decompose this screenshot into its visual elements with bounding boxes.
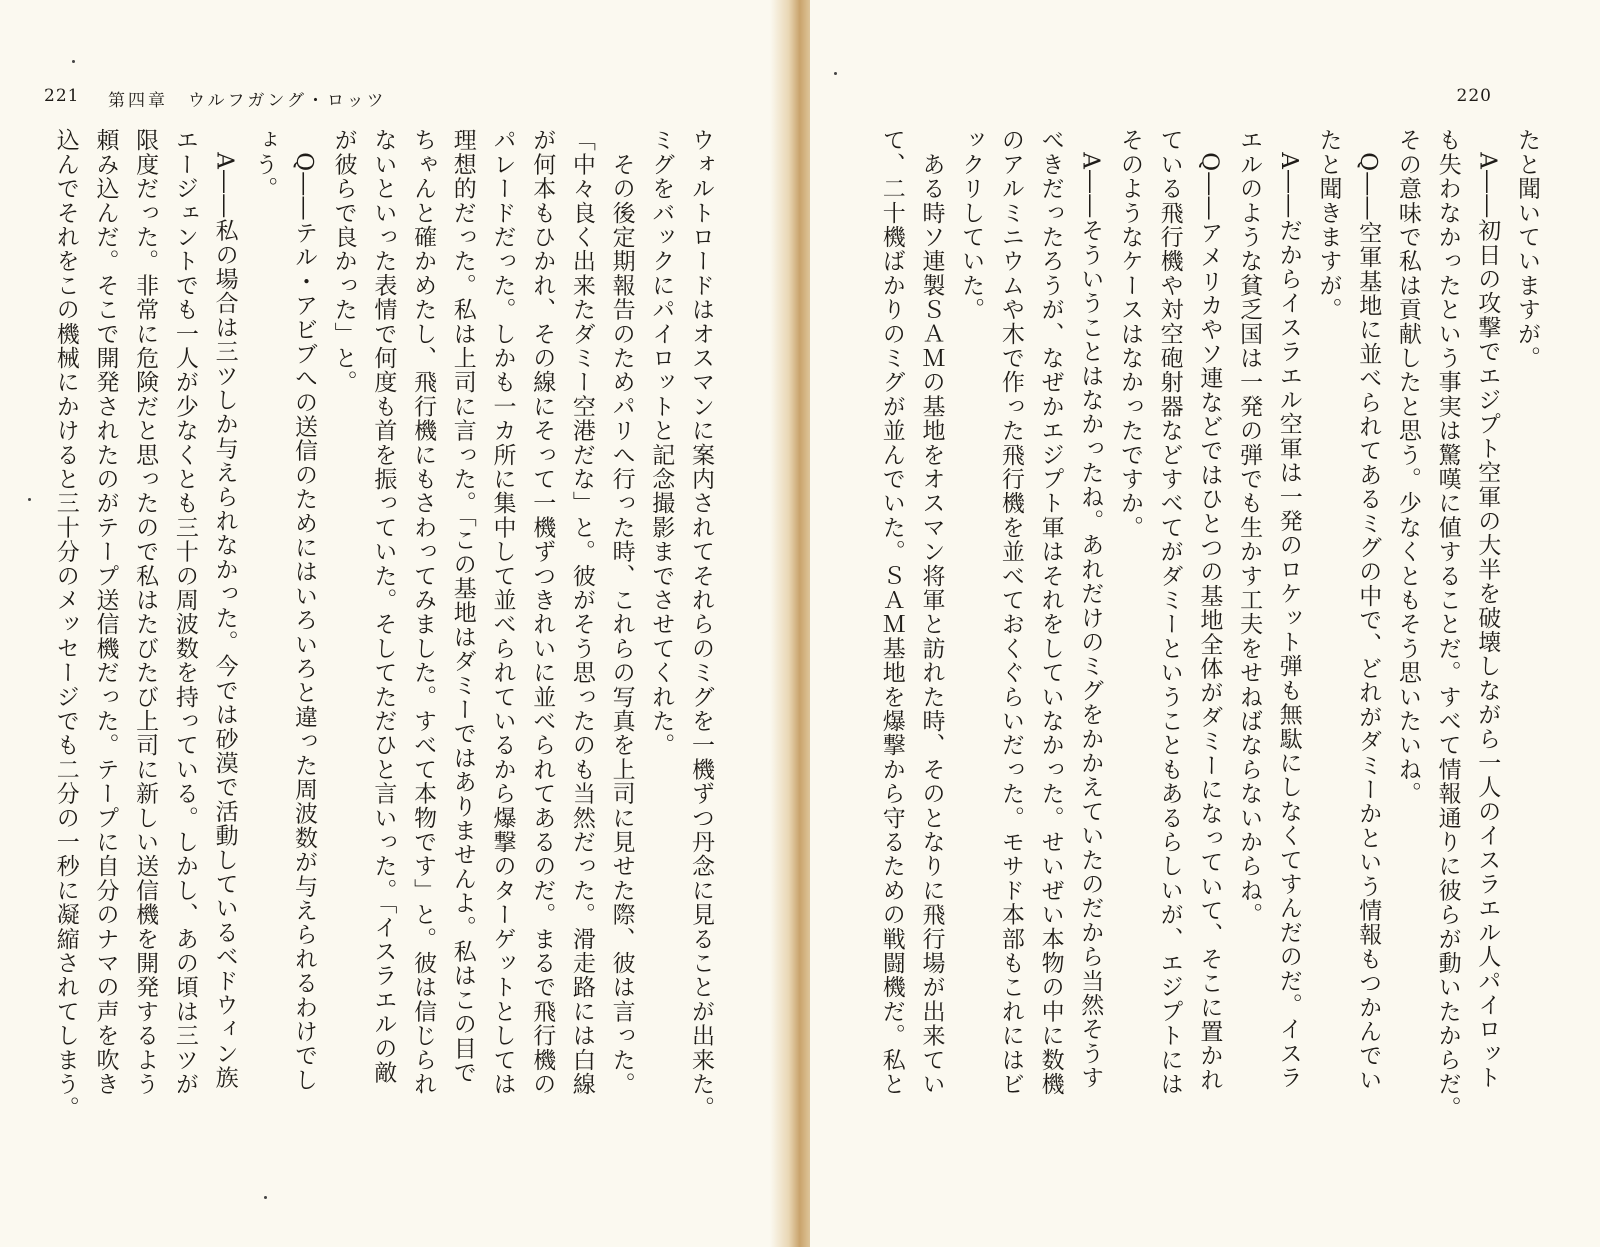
text-line: べきだったろうが、なぜかエジプト軍はそれをしていなかった。せいぜい本物の中に数機 — [1037, 128, 1064, 1096]
text-line: Q――空軍基地に並べられてあるミグの中で、どれがダミーかという情報もつかんでい — [1355, 128, 1382, 1092]
text-line: エージェントでも一人が少なくとも三十の周波数を持っている。しかし、あの頃は三ツが — [171, 128, 198, 1096]
text-line: 込んでそれをこの機械にかけると三十分のメッセージでも二分の一秒に凝縮されてしまう。 — [52, 128, 79, 1121]
text-line: ょう。 — [251, 128, 278, 201]
text-line: パレードだった。しかも一カ所に集中して並べられているから爆撃のターゲットとしては — [489, 128, 516, 1096]
text-line: Q――アメリカやソ連などではひとつの基地全体がダミーになっていて、そこに置かれ — [1196, 128, 1223, 1092]
text-line: ミグをバックにパイロットと記念撮影までさせてくれた。 — [648, 128, 675, 758]
text-line: ックリしていた。 — [958, 128, 985, 322]
speck — [28, 498, 31, 501]
text-line: 頼み込んだ。そこで開発されたのがテープ送信機だった。テープに自分のナマの声を吹き — [92, 128, 119, 1096]
text-line: その意味で私は貢献したと思う。少なくともそう思いたいね。 — [1394, 128, 1421, 806]
text-line: そのようなケースはなかったですか。 — [1116, 128, 1143, 540]
text-line: Q――テル・アビブへの送信のためにはいろいろと違った周波数が与えられるわけでし — [290, 128, 317, 1092]
text-line: 「中々良く出来たダミー空港だな」と。彼がそう思ったのも当然だった。滑走路には白線 — [568, 128, 595, 1096]
left-page — [0, 0, 790, 1247]
right-page — [810, 0, 1600, 1247]
text-line: A――だからイスラエル空軍は一発のロケット弾も無駄にしなくてすんだのだ。イスラ — [1275, 128, 1302, 1090]
text-line: ないといった表情で何度も首を振っていた。そしてただひと言いった。「イスラエルの敵 — [370, 128, 397, 1085]
text-line: A――私の場合は三ツしか与えられなかった。今では砂漠で活動しているベドウィン族 — [211, 128, 238, 1090]
text-line: が彼らで良かった」と。 — [330, 128, 357, 395]
text-line: ている飛行機や対空砲射器などすべてがダミーということもあるらしいが、エジプトには — [1156, 128, 1183, 1096]
text-line: て、二十機ばかりのミグが並んでいた。ＳＡＭ基地を爆撃から守るための戦闘機だ。私と — [878, 128, 905, 1096]
text-line: エルのような貧乏国は一発の弾でも生かす工夫をせねばならないからね。 — [1236, 128, 1263, 927]
page-number-left: 221 — [44, 86, 80, 106]
page-number-right: 220 — [1456, 86, 1492, 106]
text-line: A――初日の攻撃でエジプト空軍の大半を破壊しながら一人のイスラエル人パイロット — [1474, 128, 1501, 1090]
text-line: 限度だった。非常に危険だと思ったので私はたびたび上司に新しい送信機を開発するよう — [132, 128, 159, 1096]
text-line: A――そういうことはなかったね。あれだけのミグをかかえていたのだから当然そうす — [1077, 128, 1104, 1090]
speck — [264, 1196, 267, 1199]
speck — [834, 72, 837, 75]
text-line: その後定期報告のためパリへ行った時、これらの写真を上司に見せた際、彼は言った。 — [608, 128, 635, 1096]
right-page-text — [878, 128, 1546, 1208]
text-line: たと聞いていますが。 — [1514, 128, 1540, 370]
speck — [72, 60, 75, 63]
text-line: ある時ソ連製ＳＡＭの基地をオスマン将軍と訪れた時、そのとなりに飛行場が出来てい — [918, 128, 945, 1096]
text-line: 理想的だった。私は上司に言った。「この基地はダミーではありませんよ。私はこの目で — [449, 128, 476, 1085]
text-line: ウォルトロードはオスマンに案内されてそれらのミグを一機ずつ丹念に見ることが出来た。 — [688, 128, 714, 1121]
text-line: ちゃんと確かめたし、飛行機にもさわってみました。すべて本物です」と。彼は信じられ — [410, 128, 437, 1096]
text-line: も失わなかったという事実は驚嘆に値することだ。すべて情報通りに彼らが動いたからだ。 — [1434, 128, 1461, 1121]
chapter-title: 第四章 ウルフガング・ロッツ — [108, 91, 387, 111]
text-line: たと聞きますが。 — [1315, 128, 1342, 322]
text-line: が何本もひかれ、その線にそって一機ずつきれいに並べられてあるのだ。まるで飛行機の — [529, 128, 556, 1096]
left-page-text — [40, 128, 720, 1208]
text-line: のアルミニウムや木で作った飛行機を並べておくぐらいだった。モサド本部もこれにはビ — [997, 128, 1024, 1096]
